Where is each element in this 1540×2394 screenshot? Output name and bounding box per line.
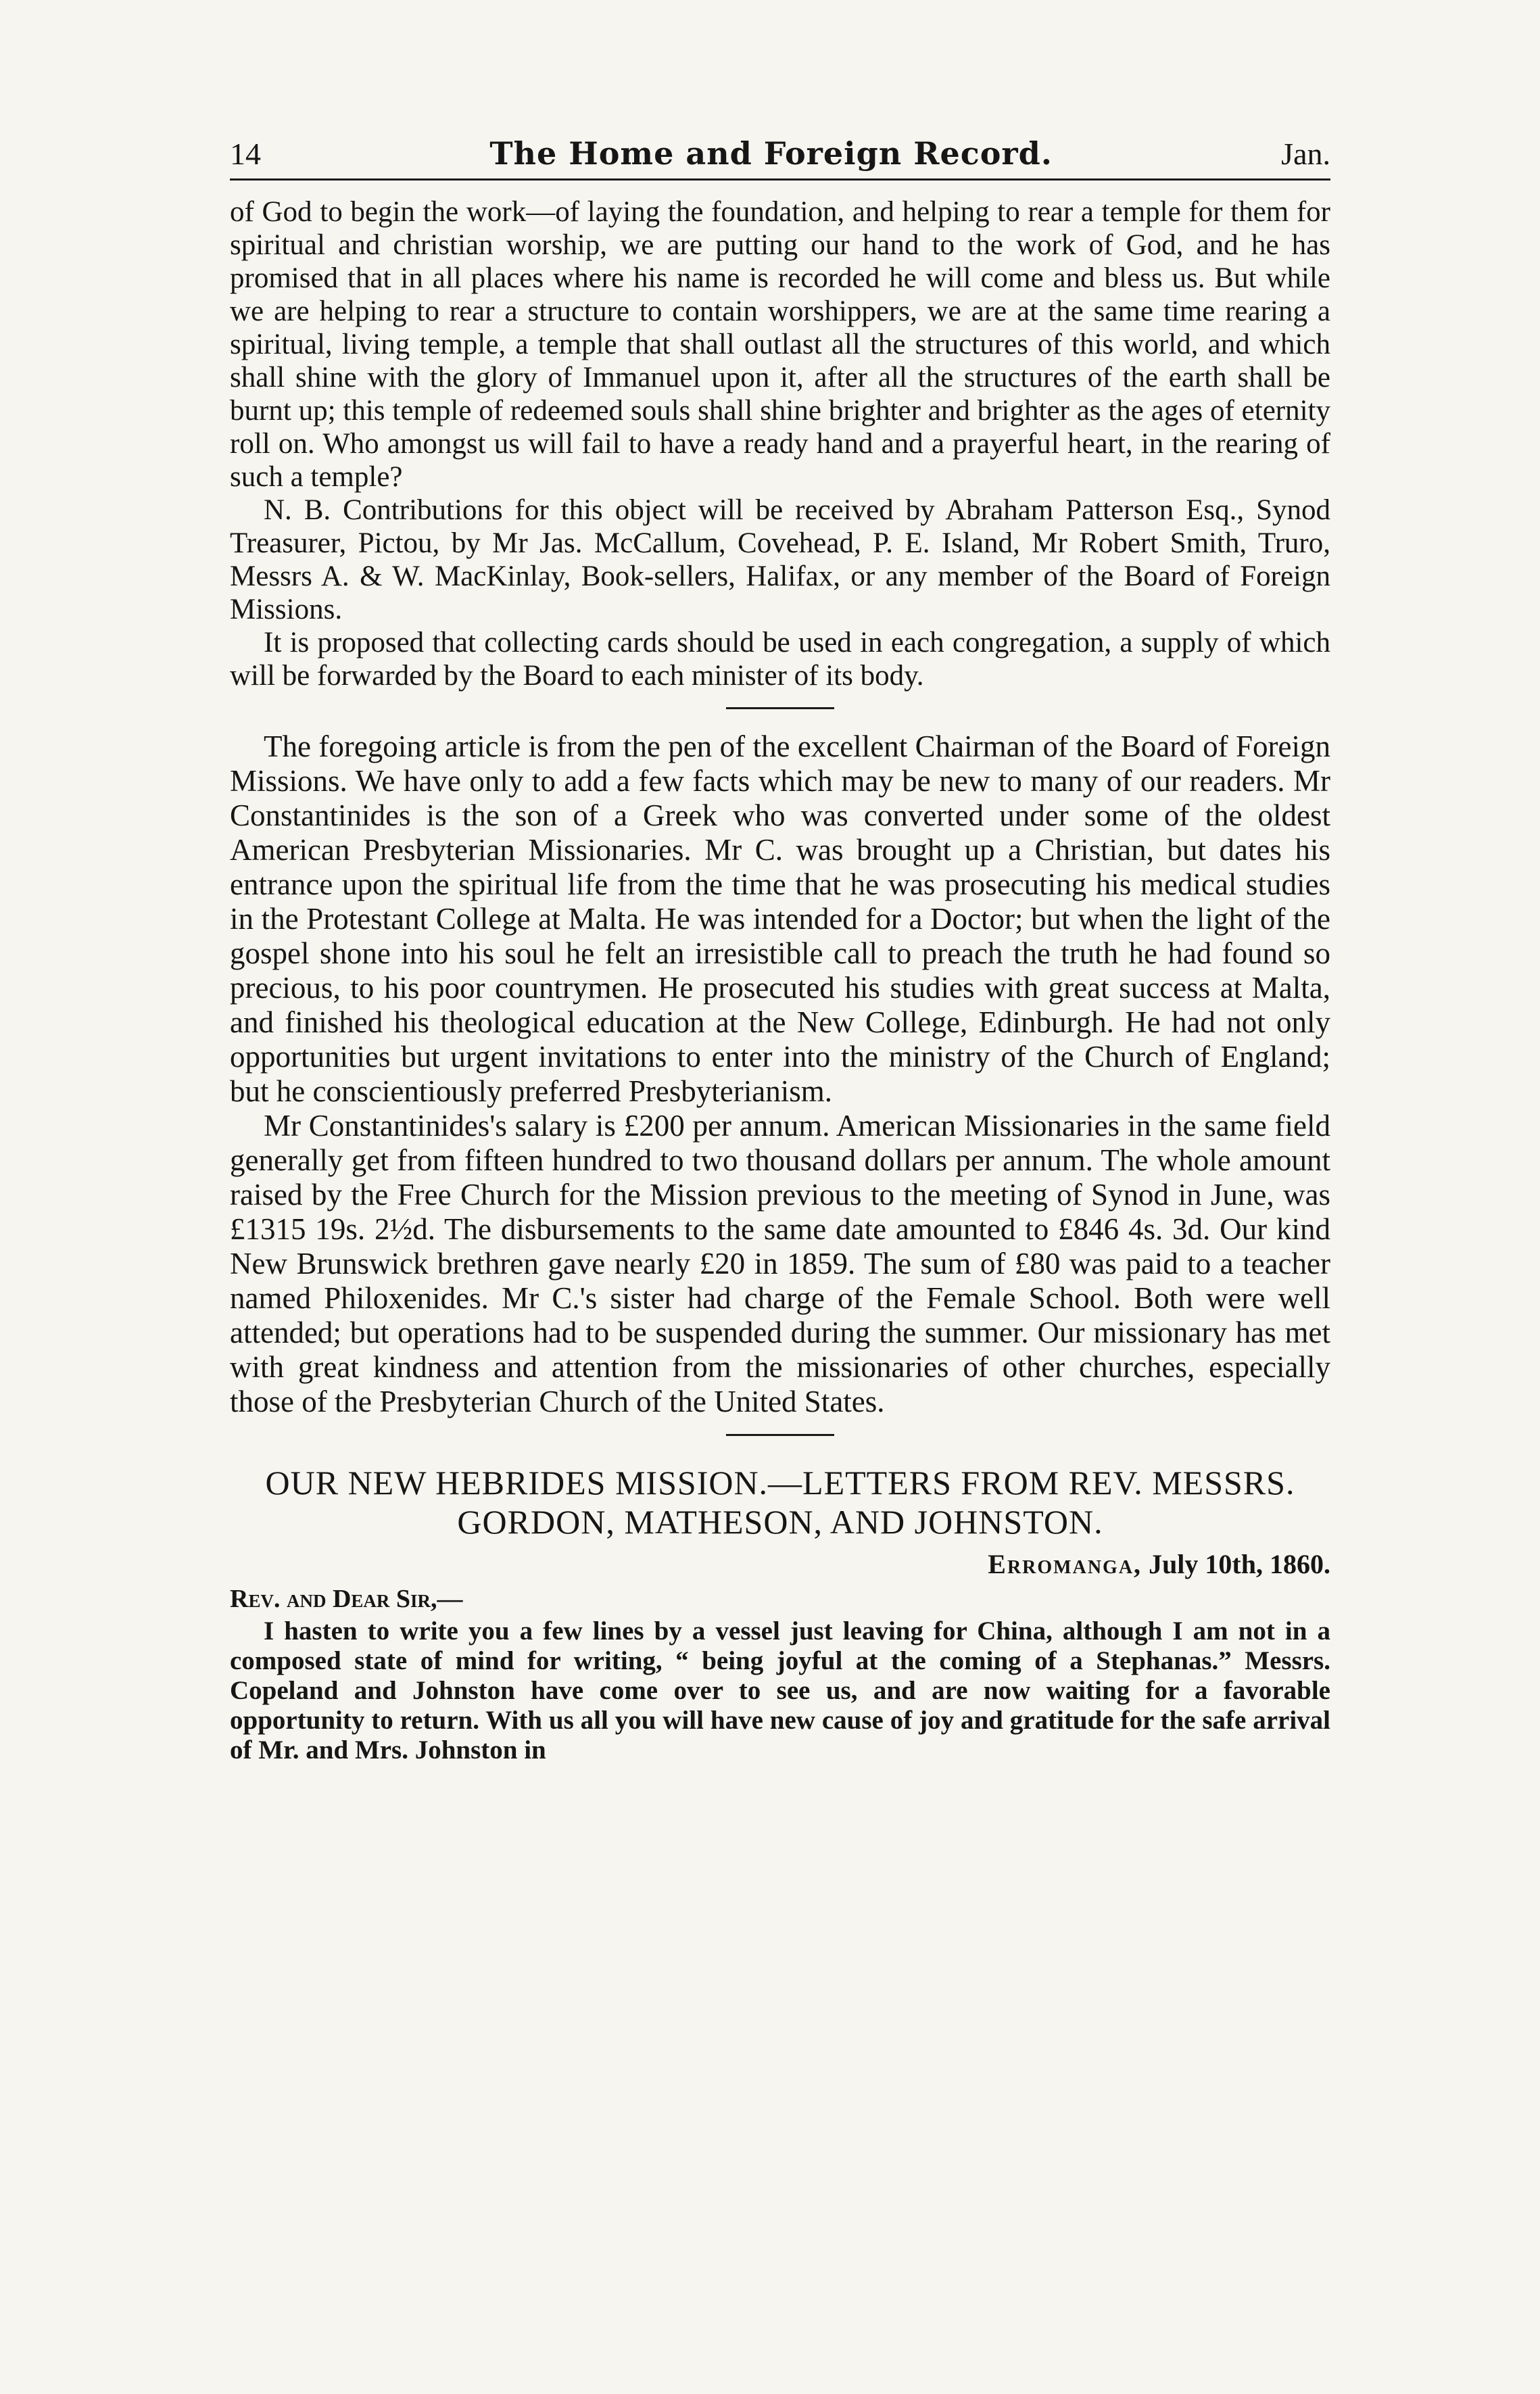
journal-title: The Home and Foreign Record. (489, 135, 1053, 172)
section-divider-2 (726, 1434, 834, 1436)
letter-date: July 10th, 1860. (1149, 1549, 1330, 1579)
letter-salutation: Rev. and Dear Sir,— (230, 1585, 463, 1613)
paragraph-salary: Mr Constantinides's salary is £200 per annum. American Missionaries in the same field generally get from fifteen hundred to two thousand dollars per annum. The whole amount raised by the Free Church for the Mission previous to the meeting of Synod in June, was £1315 19s. 2½d. The disbursements to the same date amounted to £846 4s. 3d. Our kind New Brunswick brethren gave nearly £20 in 1859. The sum of £80 was paid to a teacher named Philoxenides. Mr C.'s sister had charge of the Female School. Both were well attended; but operations had to be suspended during the summer. Our missionary has met with great kindness and attention from the missionaries of other churches, especially those of the Presbyterian Church of the United States. (230, 1109, 1330, 1418)
paragraph-nota-bene: N. B. Contributions for this object will be received by Abraham Patterson Esq., Synod Treasurer, Pictou, by Mr Jas. McCallum, Covehead, P. E. Island, Mr Robert Smith, Truro, Messrs A. & W. MacKinlay, Book-sellers, Halifax, or any member of the Board of Foreign Missions. (230, 494, 1330, 625)
letter-place: Erromanga, (988, 1549, 1142, 1579)
section-heading: OUR NEW HEBRIDES MISSION.—LETTERS FROM REV. MESSRS. GORDON, MATHESON, AND JOHNSTON. (265, 1464, 1295, 1541)
letter-body: I hasten to write you a few lines by a vessel just leaving for China, although I am not in a composed state of mind for writing, “ being joyful at the coming of a Stephanas.” Messrs. Copeland and Johnston have come over to see us, and are now waiting for a favorable opportunity to return. With us all you will have new cause of joy and gratitude for the safe arrival of Mr. and Mrs. Johnston in (230, 1617, 1330, 1765)
paragraph-foregoing-article: The foregoing article is from the pen of the excellent Chairman of the Board of Foreign Missions. We have only to add a few facts which may be new to many of our readers. Mr Constantinides is the son of a Greek who was converted under some of the oldest American Presbyterian Missionaries. Mr C. was brought up a Christian, but dates his entrance upon the spiritual life from the time that he was prosecuting his medical studies in the Protestant College at Malta. He was intended for a Doctor; but when the light of the gospel shone into his soul he felt an irresistible call to preach the truth he had found so precious, to his poor countrymen. He prosecuted his studies with great success at Malta, and finished his theological education at the New College, Edinburgh. He had not only opportunities but urgent invitations to enter into the ministry of the Church of England; but he conscientiously preferred Presbyterianism. (230, 729, 1330, 1108)
letter-dateline (230, 1548, 1330, 1580)
section-divider (726, 707, 834, 709)
page-number: 14 (230, 137, 261, 171)
running-header (230, 135, 1330, 181)
paragraph-temple: of God to begin the work—of laying the foundation, and helping to rear a temple for them for spiritual and christian worship, we are putting our hand to the work of God, and he has promised that in all places where his name is recorded he will come and bless us. But while we are helping to rear a structure to contain worshippers, we are at the same time rearing a spiritual, living temple, a temple that shall outlast all the structures of this world, and which shall shine with the glory of Immanuel upon it, after all the structures of the earth shall be burnt up; this temple of redeemed souls shall shine brighter and brighter as the ages of eternity roll on. Who amongst us will fail to have a ready hand and a prayerful heart, in the rearing of such a temple? (230, 196, 1330, 493)
header-month: Jan. (1281, 137, 1330, 171)
paragraph-collecting-cards: It is proposed that collecting cards should be used in each congregation, a supply of which will be forwarded by the Board to each minister of its body. (230, 627, 1330, 692)
